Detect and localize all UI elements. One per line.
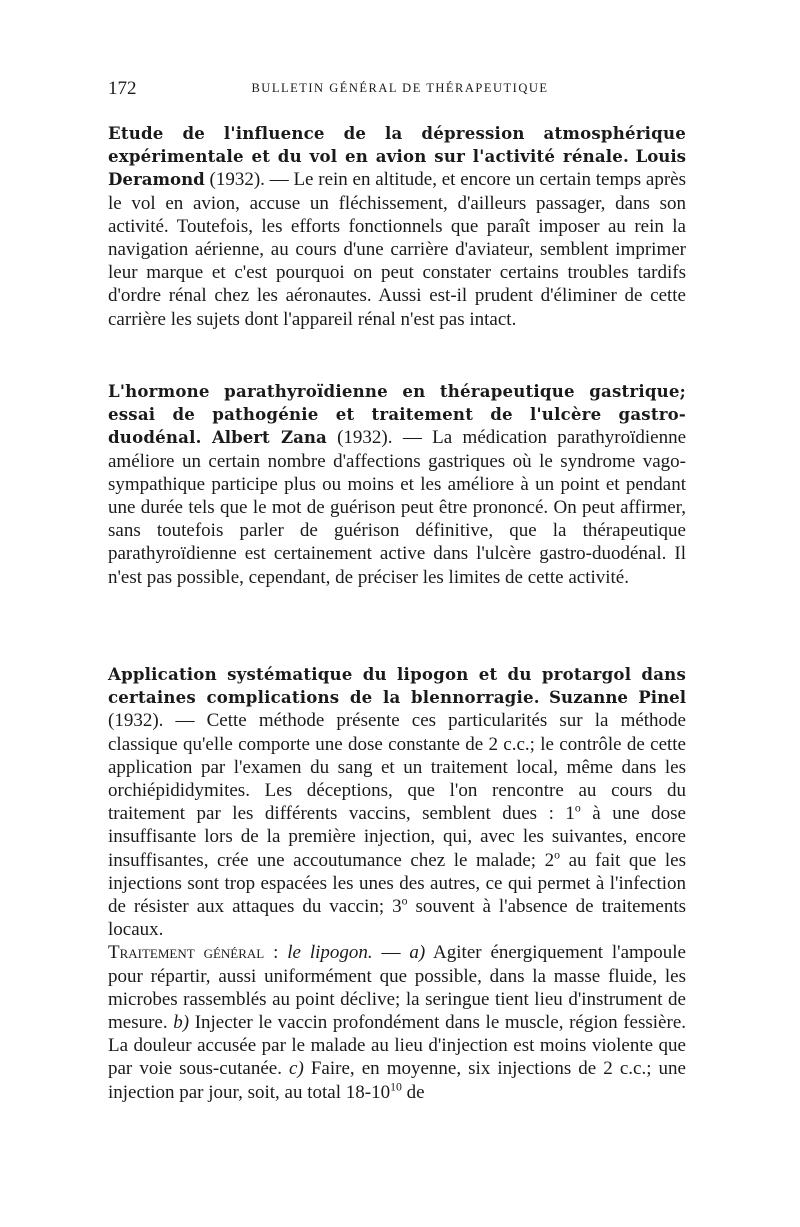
- ordinal-marker: o: [401, 894, 408, 908]
- section-text: de: [401, 1081, 425, 1103]
- article-author: Suzanne Pinel: [549, 687, 687, 708]
- section-text: Injecter le vaccin profondément dans le muscle, région fessière. La douleur accusée par le malade au lieu d'injection est moins violente que par voie sous-cutanée.: [108, 1012, 686, 1080]
- page-header: [108, 78, 692, 102]
- section-label: Traitement général: [108, 942, 265, 964]
- exponent: 10: [390, 1080, 402, 1094]
- article-body: — Cette méthode présente ces particularités sur la méthode classique qu'elle comporte une dose constante de 2 c.c.; le contrôle de cette application par l'examen du sang et un traitement local, même dans les orchiépididymites. Les déceptions, que l'on rencontre au cours du traitement par les différents vaccins, semblent dues : 1: [108, 710, 686, 825]
- article-body: — La médication parathyroïdienne améliore un certain nombre d'affections gastriques où le syndrome vago-sympathique participe plus ou moins et les améliore à un point et pendant une durée tels que le mot de guérison peut être prononcé. On peut affirmer, sans toutefois parler de guérison définitive, que la thérapeutique parathyroïdienne est certainement active dans l'ulcère gastro-duodénal. Il n'est pas possible, cependant, de préciser les limites de cette activité.: [108, 427, 687, 588]
- article-body: souvent à l'absence de traitements locaux.: [108, 896, 686, 941]
- section-text: Faire, en moyenne, six injections de 2 c.c.; une injection par jour, soit, au total 18-10: [108, 1058, 686, 1103]
- running-title: BULLETIN GÉNÉRAL DE THÉRAPEUTIQUE: [251, 81, 549, 95]
- article-2: [108, 380, 686, 589]
- list-marker: c): [289, 1058, 304, 1080]
- article-3: [108, 663, 686, 1104]
- article-year: (1932).: [337, 427, 393, 449]
- article-year: (1932).: [209, 169, 265, 191]
- section-separator: :: [264, 942, 288, 964]
- article-author: Albert Zana: [211, 427, 327, 448]
- page-number: 172: [108, 78, 137, 99]
- article-author: Louis Deramond: [108, 146, 687, 190]
- section-subject: le lipogon.: [287, 942, 373, 964]
- article-body: — Le rein en altitude, et encore un certain temps après le vol en avion, accuse un fléchissement, d'ailleurs passager, dans son activité. Toutefois, les efforts fonctionnels que paraît imposer au rein la navigation aérienne, au cours d'une carrière d'aviateur, semblent imprimer leur marque et c'est pourquoi on peut constater certains troubles tardifs d'ordre rénal chez les aéronautes. Aussi est-il prudent d'éliminer de cette carrière les sujets dont l'appareil rénal n'est pas intact.: [108, 169, 687, 330]
- article-title: Etude de l'influence de la dépression atmosphérique expérimentale et du vol en avion sur l'activité rénale.: [108, 123, 686, 167]
- article-1: [108, 122, 686, 331]
- list-marker: b): [173, 1012, 190, 1034]
- section-text: —: [372, 942, 410, 964]
- article-title: Application systématique du lipogon et du protargol dans certaines complications de la blennorragie.: [108, 664, 686, 708]
- article-body: au fait que les injections sont trop espacées les unes des autres, ce qui permet à l'infection de résister aux attaques du vaccin; 3: [108, 849, 687, 918]
- article-body: à une dose insuffisante lors de la première injection, qui, avec les suivantes, encore insuffisantes, crée une accoutumance chez le malade; 2: [108, 803, 686, 871]
- article-year: (1932).: [108, 710, 164, 732]
- ordinal-marker: o: [554, 848, 561, 862]
- treatment-paragraph: [108, 941, 686, 1103]
- ordinal-marker: o: [574, 801, 581, 815]
- section-text: Agiter énergiquement l'ampoule pour répartir, aussi uniformément que possible, dans la masse fluide, les microbes rassemblés au point déclive; la seringue tient lieu d'instrument de mesure.: [108, 942, 686, 1034]
- list-marker: a): [409, 942, 426, 964]
- article-title: L'hormone parathyroïdienne en thérapeutique gastrique; essai de pathogénie et traitement de l'ulcère gastro-duodénal.: [108, 381, 686, 448]
